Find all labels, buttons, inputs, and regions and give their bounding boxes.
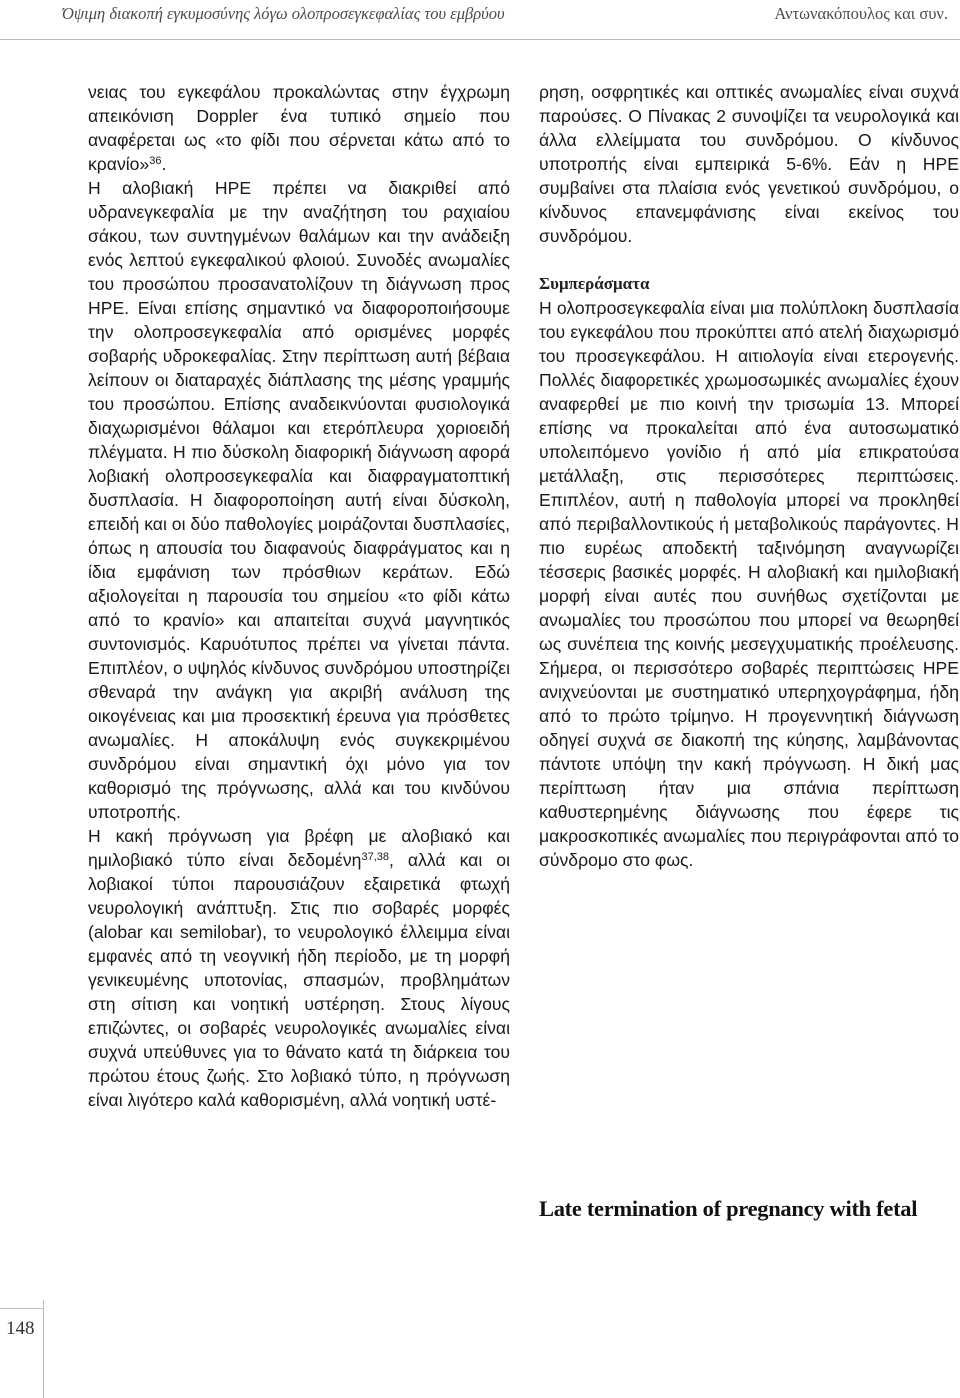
right-paragraph-2: Η ολοπροσεγκεφαλία είναι μια πολύπλοκη δυσπλασία του εγκεφάλου που προκύπτει από ατελή διαχωρισμό του προσεγκεφάλου. Η αιτιολογία είναι ετερογενής. Πολλές διαφορετικές χρωμοσωμικές ανωμαλίες έχουν αναφερθεί με πιο κοινή την τρισωμία 13. Μπορεί επίσης να προκαλείται από ένα αυτοσωματικό υπολειπόμενο γονίδιο ή από μία επικρατούσα μετάλλαξη, στις περισσότερες περιπτώσεις. Επιπλέον, αυτή η παθολογία μπορεί να προκληθεί από περιβαλλοντικούς ή μεταβολικούς παράγοντες. Η πιο ευρέως αποδεκτή ταξινόμηση αναγνωρίζει τέσσερις βασικές μορφές. Η αλοβιακή και ημιλοβιακή μορφή είναι αυτές που συνήθως σχετίζονται με ανωμαλίες του προσώπου που μπορεί να θεωρηθεί ως συνέπεια της κοινής μεσεγχυματικής προέλευσης. Σήμερα, οι περισσότερο σοβαρές περιπτώσεις ΗΡΕ ανιχνεύονται με συστηματικό υπερηχογράφημα, ήδη από το πρώτο τρίμηνο. Η προγεννητική διάγνωση οδηγεί συχνά σε διακοπή της κύησης, λαμβάνοντας πάντοτε υπόψη την κακή πρόγνωση. Η δική μας περίπτωση ήταν μια σπάνια περίπτωση καθυστερημένης διάγνωσης που έφερε τις μακροσκοπικές ανωμαλίες που περιγράφονται από το σύνδρομο στο φως.	[539, 298, 959, 870]
page-number-rule	[0, 1308, 44, 1309]
running-header	[0, 0, 960, 40]
header-authors: Αντωνακόπουλος και συν.	[774, 4, 948, 23]
section-heading-conclusions: Συμπεράσματα	[539, 274, 650, 293]
right-paragraph-1: ρηση, οσφρητικές και οπτικές ανωμαλίες είναι συχνά παρούσες. Ο Πίνακας 2 συνοψίζει τα νευρολογικά και άλλα ελλείμματα του συνδρόμου. Ο κίνδυνος υποτροπής είναι εμπειρικά 5-6%. Εάν η ΗΡΕ συμβαίνει στα πλαίσια ενός γενετικού συνδρόμου, ο κίνδυνος επανεμφάνισης είναι εκείνος του συνδρόμου.	[539, 82, 959, 246]
left-paragraph-1: νειας του εγκεφάλου προκαλώντας στην έγχρωμη απεικόνιση Doppler ένα τυπικό σημείο που αναφέρεται ως «το φίδι που σέρνεται κάτω από το κρανίο»$^{36}$.	[88, 82, 510, 174]
english-title: Late termination of pregnancy with fetal	[539, 1196, 918, 1221]
citation-superscript: 36	[149, 155, 162, 167]
right-column	[539, 80, 959, 870]
left-paragraph-3: Η κακή πρόγνωση για βρέφη με αλοβιακό και ημιλοβιακό τύπο είναι δεδομένη$^{37,38}$, αλλά και οι λοβιακοί τύποι παρουσιάζουν εξαιρετικά φτωχή νευρολογική ανάπτυξη. Στις πιο σοβαρές μορφές (alobar και semilobar), το νευρολογικό έλλειμμα είναι εμφανές από τη νεογνική ήδη περίοδο, με τη μορφή γενικευμένης υποτονίας, σπασμών, προβλημάτων στη σίτιση και νοητική υστέρηση. Στους λίγους επιζώντες, οι σοβαρές νευρολογικές ανωμαλίες είναι συχνά υπεύθυνες για το θάνατο κατά τη διάρκεια του πρώτου έτους ζωής. Στο λοβιακό τύπο, η πρόγνωση είναι λιγότερο καλά καθορισμένη, αλλά νοητική υστέ-	[88, 826, 510, 1110]
left-paragraph-2: Η αλοβιακή ΗΡΕ πρέπει να διακριθεί από υδρανεγκεφαλία με την αναζήτηση του ραχιαίου σάκου, των συντηγμένων θαλάμων και την ανάδειξη ενός λεπτού εγκεφαλικού φλοιού. Συνοδές ανωμαλίες του προσώπου προσανατολίζουν τη διάγνωση προς ΗΡΕ. Είναι επίσης σημαντικό να διαφοροποιήσουμε την ολοπροσεγκεφαλία από ορισμένες μορφές σοβαρής υδροκεφαλίας. Στην περίπτωση αυτή βέβαια λείπουν οι διαταραχές διάπλασης της μέσης γραμμής του προσώπου. Επίσης αναδεικνύονται φυσιολογικά διαχωρισμένοι θάλαμοι και ετερόπλευρα χοριοειδή πλέγματα. Η πιο δύσκολη διαφορική διάγνωση αφορά λοβιακή ολοπροσεγκεφαλία και διαφραγματοπτική δυσπλασία. Η διαφοροποίηση αυτή είναι δύσκολη, επειδή και οι δύο παθολογίες μοιράζονται δυσπλασίες, όπως η απουσία του διαφανούς διαφράγματος και η ίδια εμφάνιση των πρόσθιων κεράτων. Εδώ αξιολογείται η παρουσία του σημείου «το φίδι κάτω από το κρανίο» και απαιτείται συχνά μαγνητικός συντονισμός. Καρυότυπος πρέπει να γίνεται πάντα. Επιπλέον, ο υψηλός κίνδυνος συνδρόμου υποστηρίζει σθεναρά την ανάγκη για ακριβή ανάλυση της οικογένειας και μια προσεκτική έρευνα για πρόσθετες ανωμαλίες. Η αποκάλυψη ενός συγκεκριμένου συνδρόμου είναι σημαντική όχι μόνο για τον καθορισμό της πρόγνωσης, αλλά και του κινδύνου υποτροπής.	[88, 178, 510, 822]
page-number-divider	[43, 1300, 44, 1398]
header-article-title: Όψιμη διακοπή εγκυμοσύνης λόγω ολοπροσεγκεφαλίας του εμβρύου	[62, 4, 505, 23]
citation-superscript: 37,38	[361, 851, 389, 863]
page-number: 148	[6, 1318, 35, 1339]
left-column	[88, 80, 510, 1250]
